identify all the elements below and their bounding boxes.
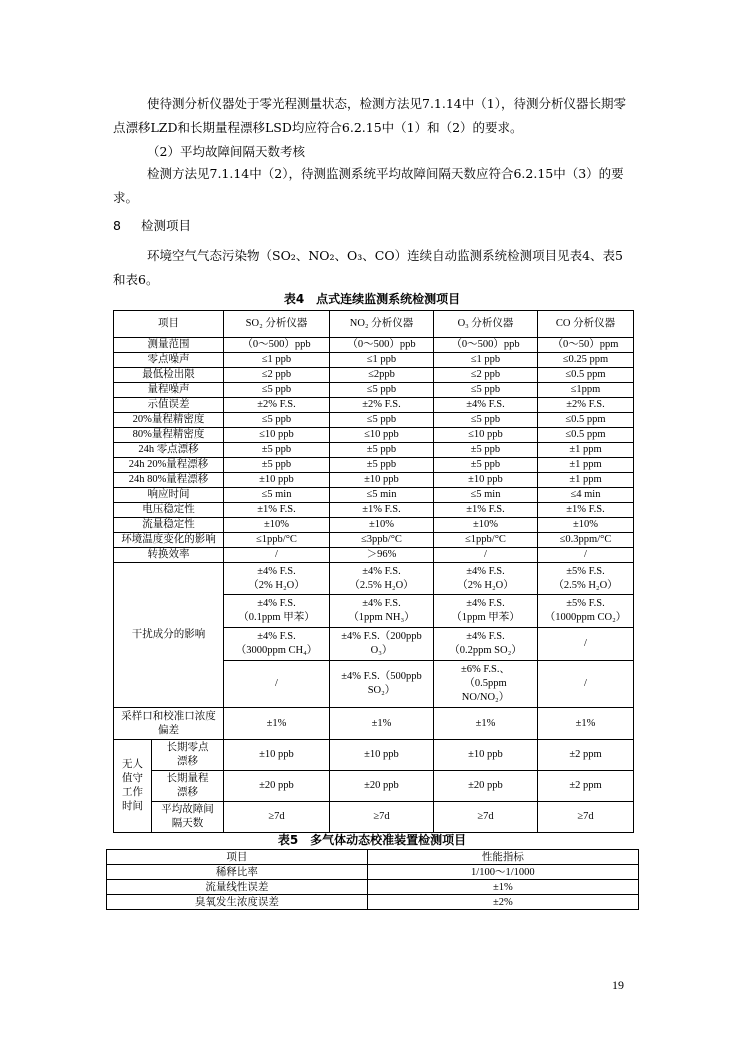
table-cell: ±1 ppm — [538, 443, 634, 458]
table4-header-row — [114, 311, 634, 338]
table-cell: ±20 ppb — [434, 771, 538, 802]
table-cell: ≤1ppb/°C — [224, 533, 330, 548]
row-label: 长期零点 漂移 — [152, 740, 224, 771]
table-cell: / — [434, 548, 538, 563]
table-row — [107, 895, 639, 910]
table-cell: ≤1ppb/°C — [434, 533, 538, 548]
table-cell: （0～50）ppm — [538, 338, 634, 353]
row-label: 量程噪声 — [114, 383, 224, 398]
intro-paragraph: 环境空气气态污染物（SO₂、NO₂、O₃、CO）连续自动监测系统检测项目见表4、表5和表6。 — [113, 248, 623, 287]
table-row — [107, 865, 639, 880]
row-label: 电压稳定性 — [114, 503, 224, 518]
table-cell: ≤1ppm — [538, 383, 634, 398]
row-label: 示值误差 — [114, 398, 224, 413]
table-cell: ±4% F.S. （0.1ppm 甲苯） — [224, 595, 330, 628]
table-row — [114, 503, 634, 518]
paragraph-1: 使待测分析仪器处于零光程测量状态，检测方法见7.1.14中（1），待测分析仪器长期零点漂移LZD和长期量程漂移LSD均应符合6.2.15中（1）和（2）的要求。 — [113, 96, 626, 135]
table-cell: / — [224, 548, 330, 563]
table-cell: ≥7d — [330, 802, 434, 833]
table-cell: ±5 ppb — [224, 443, 330, 458]
table-cell: / — [224, 661, 330, 708]
table-row — [114, 518, 634, 533]
table-cell: ≤5 min — [224, 488, 330, 503]
unattended-row — [114, 802, 634, 833]
table-cell: ±10 ppb — [434, 740, 538, 771]
table-cell: / — [538, 628, 634, 661]
table-cell: ≤3ppb/°C — [330, 533, 434, 548]
table-cell: ±4% F.S.（500ppb SO₂） — [330, 661, 434, 708]
table-cell: ±2 ppm — [538, 740, 634, 771]
table-cell: （0～500）ppb — [224, 338, 330, 353]
table-cell: ±1% — [367, 880, 638, 895]
table-cell: ≤2ppb — [330, 368, 434, 383]
table-cell: ≤0.25 ppm — [538, 353, 634, 368]
table-cell: ±4% F.S. （1ppm NH₃） — [330, 595, 434, 628]
table-cell: ≥7d — [434, 802, 538, 833]
row-label: 响应时间 — [114, 488, 224, 503]
table-cell: （0～500）ppb — [434, 338, 538, 353]
table-cell: ±20 ppb — [224, 771, 330, 802]
table-cell: ±10 ppb — [434, 473, 538, 488]
table-row — [114, 473, 634, 488]
table-cell: ≤0.5 ppm — [538, 413, 634, 428]
table-row — [114, 428, 634, 443]
table-cell: ≤1 ppb — [330, 353, 434, 368]
table-cell: ≤1 ppb — [434, 353, 538, 368]
table-cell: ≤2 ppb — [224, 368, 330, 383]
table-cell: ≤4 min — [538, 488, 634, 503]
table-cell: ≤2 ppb — [434, 368, 538, 383]
table-cell: / — [538, 661, 634, 708]
table-cell: ±2% F.S. — [538, 398, 634, 413]
table-cell: ±5 ppb — [434, 443, 538, 458]
table-row — [114, 413, 634, 428]
table-cell: ±10% — [538, 518, 634, 533]
table-cell: ±10 ppb — [224, 473, 330, 488]
table4-header-cell: O₃ 分析仪器 — [434, 311, 538, 338]
table4 — [113, 310, 634, 833]
table-cell: ±2% F.S. — [224, 398, 330, 413]
table-cell: ±1 ppm — [538, 473, 634, 488]
table4-caption: 表4 点式连续监测系统检测项目 — [283, 292, 461, 306]
table-cell: ≤5 min — [330, 488, 434, 503]
table-cell: ≤0.5 ppm — [538, 428, 634, 443]
table5-caption: 表5 多气体动态校准装置检测项目 — [277, 833, 467, 847]
row-label: 稀释比率 — [107, 865, 368, 880]
table4-header-cell: CO 分析仪器 — [538, 311, 634, 338]
row-label: 零点噪声 — [114, 353, 224, 368]
table-cell: ±5 ppb — [434, 458, 538, 473]
table-cell: ±4% F.S. （0.2ppm SO₂） — [434, 628, 538, 661]
section-number: 8 — [113, 218, 121, 233]
row-label: 测量范围 — [114, 338, 224, 353]
table-cell: ≤5 ppb — [224, 383, 330, 398]
interference-row — [114, 563, 634, 595]
table-cell: ≤5 min — [434, 488, 538, 503]
table-cell: ±5% F.S. （1000ppm CO₂） — [538, 595, 634, 628]
table-cell: ±5 ppb — [330, 443, 434, 458]
table-cell: ≤5 ppb — [434, 383, 538, 398]
table-row — [107, 880, 639, 895]
row-label: 平均故障间 隔天数 — [152, 802, 224, 833]
table-cell: ±5 ppb — [330, 458, 434, 473]
table-cell: ±10% — [330, 518, 434, 533]
table-cell: ≤5 ppb — [224, 413, 330, 428]
table-cell: ≤5 ppb — [434, 413, 538, 428]
sampling-row — [114, 708, 634, 740]
table-cell: ±2% — [367, 895, 638, 910]
table-cell: ≤10 ppb — [434, 428, 538, 443]
table4-header-cell: SO₂ 分析仪器 — [224, 311, 330, 338]
paragraph-3: 检测方法见7.1.14中（2），待测监测系统平均故障间隔天数应符合6.2.15中（3）的要求。 — [113, 166, 624, 205]
row-label: 流量稳定性 — [114, 518, 224, 533]
table-row — [114, 383, 634, 398]
table-cell: ±4% F.S. （2% H₂O） — [224, 563, 330, 595]
table-cell: ±4% F.S.（200ppb O₃） — [330, 628, 434, 661]
table4-header-cell: 项目 — [114, 311, 224, 338]
row-label: 环境温度变化的影响 — [114, 533, 224, 548]
table-cell: ≥7d — [224, 802, 330, 833]
row-label: 20%量程精密度 — [114, 413, 224, 428]
table-cell: ±2 ppm — [538, 771, 634, 802]
table-cell: ±10% — [224, 518, 330, 533]
table-cell: ±1% — [330, 708, 434, 740]
table-cell: ±10 ppb — [330, 740, 434, 771]
table-row — [114, 458, 634, 473]
section-title: 检测项目 — [141, 218, 192, 233]
page-number: 19 — [612, 978, 624, 992]
table-cell: ≤0.3ppm/°C — [538, 533, 634, 548]
table5 — [106, 849, 639, 910]
table-row — [114, 398, 634, 413]
table-cell: ≤0.5 ppm — [538, 368, 634, 383]
row-label: 最低检出限 — [114, 368, 224, 383]
table-row — [114, 368, 634, 383]
row-label: 24h 20%量程漂移 — [114, 458, 224, 473]
table-cell: ±10 ppb — [224, 740, 330, 771]
table-cell: ±1% — [434, 708, 538, 740]
table4-header-cell: NO₂ 分析仪器 — [330, 311, 434, 338]
table-cell: ±4% F.S. （2.5% H₂O） — [330, 563, 434, 595]
table-cell: ±4% F.S. （3000ppm CH₄） — [224, 628, 330, 661]
table-cell: ≤10 ppb — [330, 428, 434, 443]
row-label: 长期量程 漂移 — [152, 771, 224, 802]
table-cell: ±2% F.S. — [330, 398, 434, 413]
table5-header-cell: 项目 — [107, 850, 368, 865]
table-cell: ±4% F.S. （2% H₂O） — [434, 563, 538, 595]
table-row — [114, 533, 634, 548]
table-cell: ≤10 ppb — [224, 428, 330, 443]
table-cell: ≤5 ppb — [330, 413, 434, 428]
table-cell: ±10 ppb — [330, 473, 434, 488]
table-cell: （0～500）ppb — [330, 338, 434, 353]
paragraph-2: （2）平均故障间隔天数考核 — [147, 144, 305, 159]
table-cell: ±1 ppm — [538, 458, 634, 473]
row-label: 流量线性误差 — [107, 880, 368, 895]
table-cell: ±1% F.S. — [434, 503, 538, 518]
table-cell: ±5% F.S. （2.5% H₂O） — [538, 563, 634, 595]
table-cell: ±1% F.S. — [538, 503, 634, 518]
table-cell: ±5 ppb — [224, 458, 330, 473]
table5-header-row — [107, 850, 639, 865]
sampling-label: 采样口和校准口浓度 偏差 — [114, 708, 224, 740]
table-cell: ±4% F.S. — [434, 398, 538, 413]
table-cell: ±1% F.S. — [224, 503, 330, 518]
row-label: 转换效率 — [114, 548, 224, 563]
table-row — [114, 353, 634, 368]
unattended-row — [114, 771, 634, 802]
table-row — [114, 338, 634, 353]
row-label: 臭氧发生浓度误差 — [107, 895, 368, 910]
row-label: 24h 80%量程漂移 — [114, 473, 224, 488]
table-cell: ＞96% — [330, 548, 434, 563]
table-cell: ±20 ppb — [330, 771, 434, 802]
table-row — [114, 548, 634, 563]
table-cell: ±4% F.S. （1ppm 甲苯） — [434, 595, 538, 628]
table-cell: / — [538, 548, 634, 563]
section-heading — [113, 216, 191, 234]
row-label: 24h 零点漂移 — [114, 443, 224, 458]
row-label: 80%量程精密度 — [114, 428, 224, 443]
table-cell: ≤1 ppb — [224, 353, 330, 368]
table-cell: ±6% F.S.、 （0.5ppm NO/NO₂） — [434, 661, 538, 708]
table-cell: ±1% F.S. — [330, 503, 434, 518]
table-row — [114, 443, 634, 458]
interference-label: 干扰成分的影响 — [114, 563, 224, 708]
unattended-label: 无人 值守 工作 时间 — [114, 740, 152, 833]
table-cell: ±10% — [434, 518, 538, 533]
table-cell: ±1% — [224, 708, 330, 740]
table-cell: ±1% — [538, 708, 634, 740]
table-cell: 1/100～1/1000 — [367, 865, 638, 880]
table-cell: ≥7d — [538, 802, 634, 833]
unattended-row — [114, 740, 634, 771]
table-cell: ≤5 ppb — [330, 383, 434, 398]
table-row — [114, 488, 634, 503]
table5-header-cell: 性能指标 — [367, 850, 638, 865]
